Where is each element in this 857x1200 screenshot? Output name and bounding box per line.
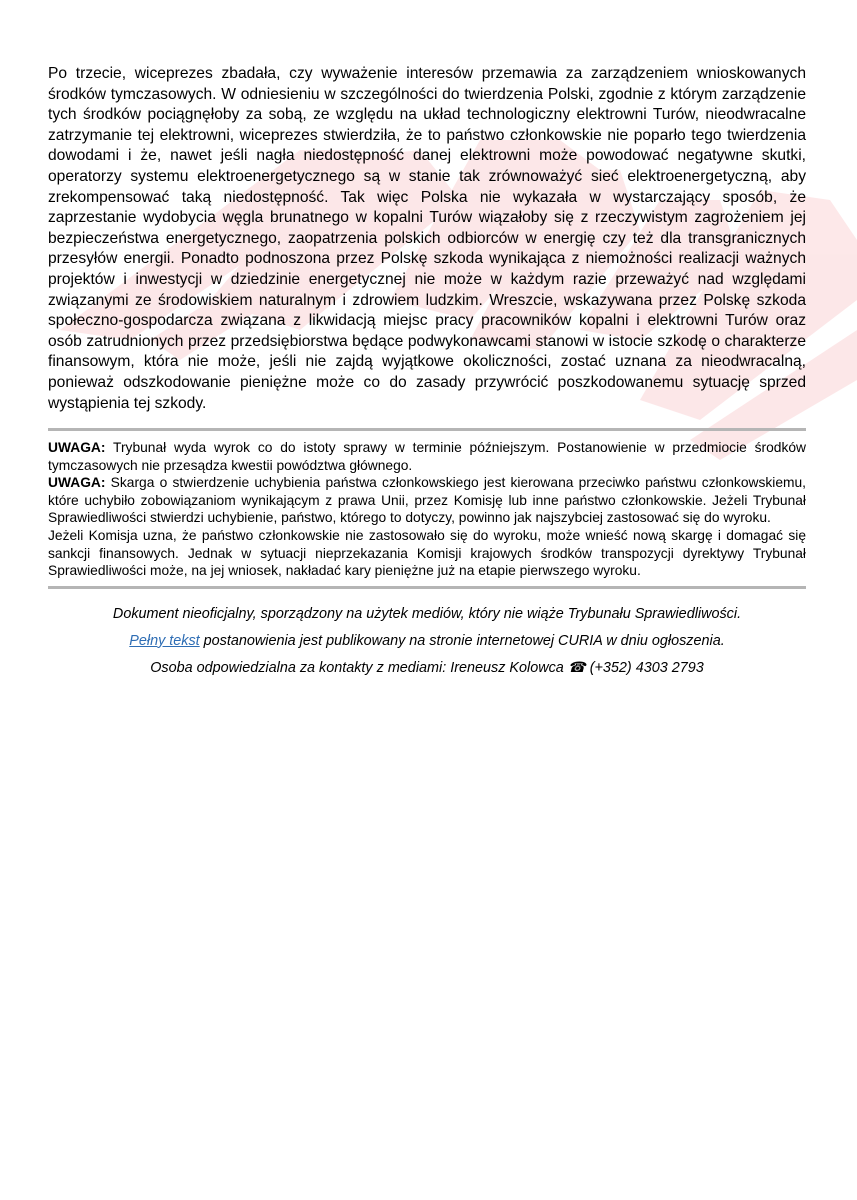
full-text-line	[48, 632, 806, 650]
note-1-label: UWAGA:	[48, 440, 106, 456]
main-paragraph: Po trzecie, wiceprezes zbadała, czy wyważenie interesów przemawia za zarządzeniem wnioskowanych środków tymczasowych. W odniesieniu w szczególności do twierdzenia Polski, zgodnie z którym zarządzenie tych środków pociągnęłoby za sobą, ze względu na układ technologiczny elektrowni Turów, nieodwracalne zatrzymanie tej elektrowni, wiceprezes stwierdziła, że to państwo członkowskie nie poparło tego twierdzenia dowodami i że, nawet jeśli nagła niedostępność danej elektrowni może powodować negatywne skutki, operatorzy systemu elektroenergetycznego są w stanie tak zrównoważyć sieć elektroenergetyczną, aby zrekompensować taką niedostępność. Tak więc Polska nie wykazała w wystarczający sposób, że zaprzestanie wydobycia węgla brunatnego w kopalni Turów wiązałoby się z rzeczywistym zagrożeniem jej bezpieczeństwa energetycznego, zaopatrzenia polskich odbiorców w energię czy też dla transgranicznych przesyłów energii. Ponadto podnoszona przez Polskę szkoda wynikająca z niemożności realizacji ważnych projektów i inwestycji w dziedzinie energetycznej nie może w każdym razie przeważyć nad względami związanymi ze środowiskiem naturalnym i zdrowiem ludzkim. Wreszcie, wskazywana przez Polskę szkoda społeczno-gospodarcza związana z likwidacją miejsc pracy pracowników kopalni i elektrowni Turów oraz osób zatrudnionych przez przedsiębiorstwa będące podwykonawcami stanowi w istocie szkodę o charakterze finansowym, która nie może, jeśli nie zajdą wyjątkowe okoliczności, zostać uznana za nieodwracalną, ponieważ odszkodowanie pieniężne może co do zasady przywrócić poszkodowanemu sytuację sprzed wystąpienia tej szkody.	[48, 65, 806, 412]
notes-section	[48, 431, 806, 586]
contact-text: Osoba odpowiedzialna za kontakty z mediami: Ireneusz Kolowca	[150, 659, 568, 676]
note-2	[48, 474, 806, 527]
note-2-text: Skarga o stwierdzenie uchybienia państwa członkowskiego jest kierowana przeciwko państwu członkowskiemu, które uchybiło zobowiązaniom wynikającym z prawa Unii, przez Komisję lub inne państwo członkowskie. Jeżeli Trybunał Sprawiedliwości stwierdzi uchybienie, państwo, którego to dotyczy, powinno jak najszybciej zastosować się do wyroku.	[48, 475, 806, 526]
contact-line	[48, 659, 806, 677]
bottom-divider	[48, 586, 806, 589]
full-text-link[interactable]: Pełny tekst	[129, 632, 200, 649]
document-page	[48, 64, 806, 686]
phone-icon: ☎	[567, 659, 586, 676]
note-3: Jeżeli Komisja uzna, że państwo członkowskie nie zastosowało się do wyroku, może wnieść nową skargę i domagać się sankcji finansowych. Jednak w sytuacji nieprzekazania Komisji krajowych środków transpozycji dyrektywy Trybunał Sprawiedliwości może, na jej wniosek, nakładać kary pieniężne już na etapie pierwszego wyroku.	[48, 528, 806, 579]
disclaimer: Dokument nieoficjalny, sporządzony na użytek mediów, który nie wiąże Trybunału Sprawiedliwości.	[112, 605, 742, 622]
note-1-text: Trybunał wyda wyrok co do istoty sprawy w terminie późniejszym. Postanowienie w przedmiocie środków tymczasowych nie przesądza kwestii powództwa głównego.	[48, 440, 806, 473]
footer	[48, 605, 806, 677]
note-2-label: UWAGA:	[48, 475, 106, 491]
phone-number: (+352) 4303 2793	[585, 659, 704, 676]
note-1	[48, 439, 806, 474]
full-text-rest: postanowienia jest publikowany na stronie internetowej CURIA w dniu ogłoszenia.	[199, 632, 725, 649]
